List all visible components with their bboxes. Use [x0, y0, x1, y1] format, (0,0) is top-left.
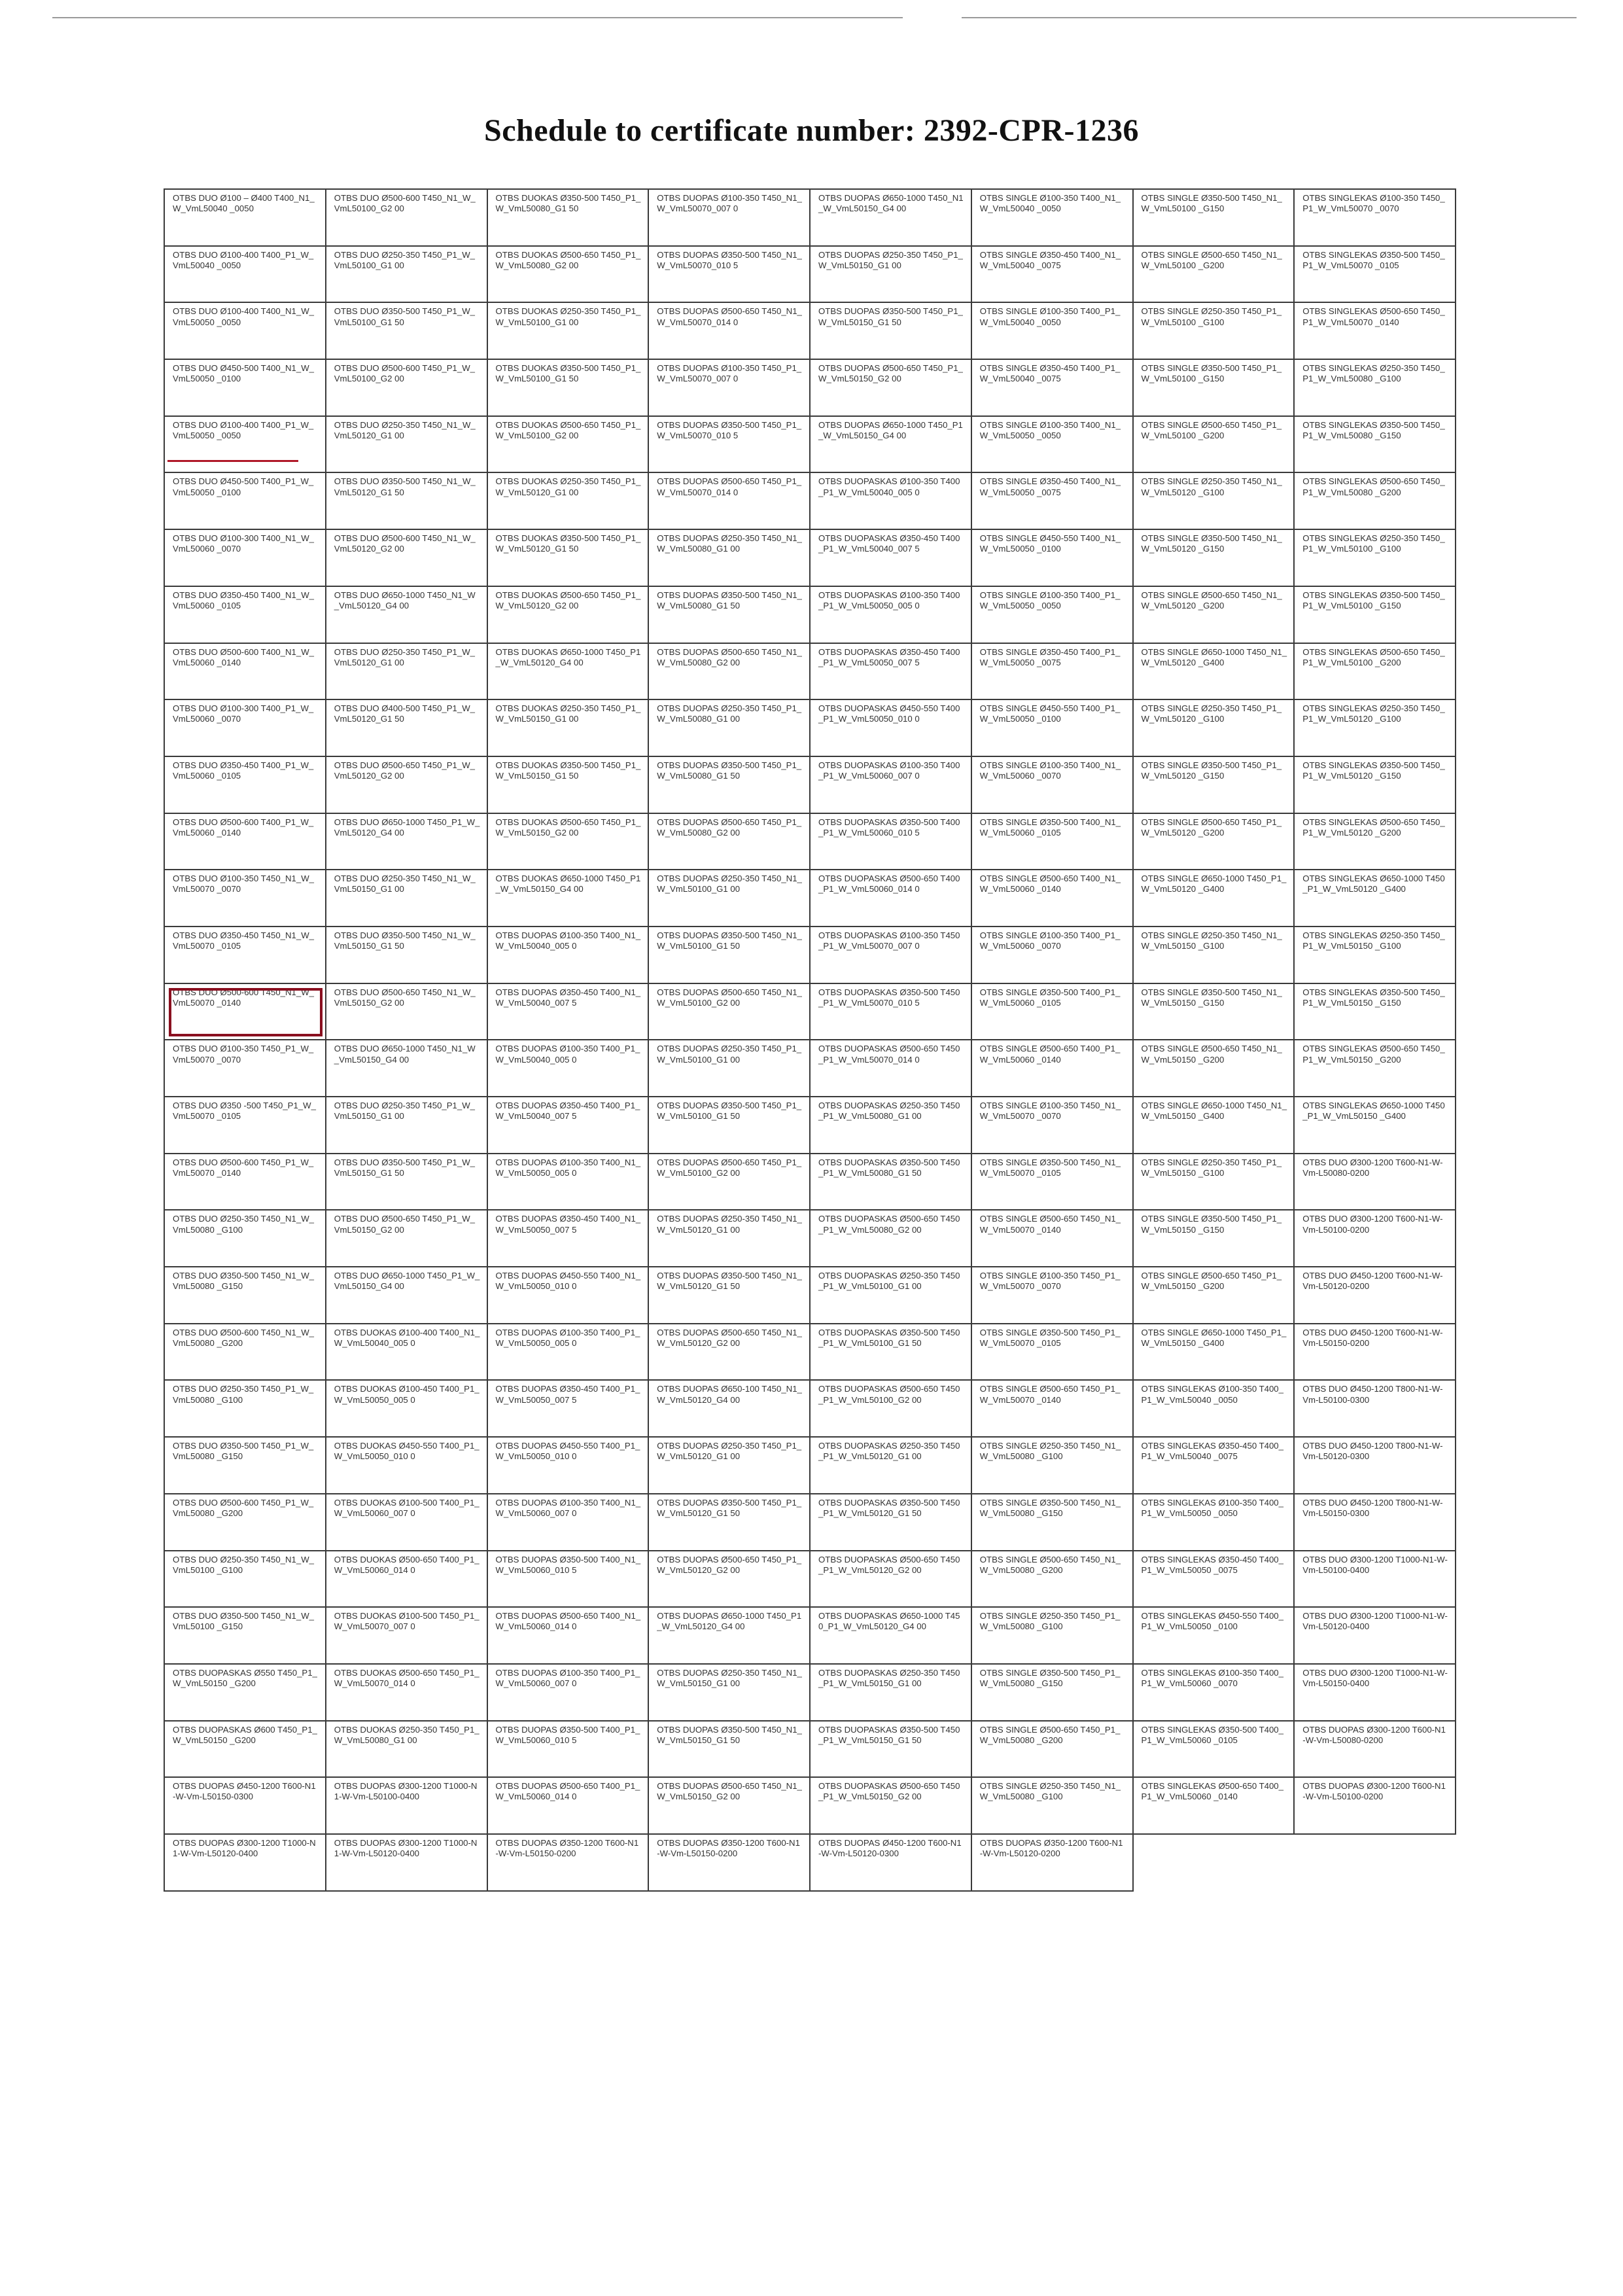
- table-cell: OTBS DUOPAS Ø100-350 T450_N1_W_VmL50070_007 0: [649, 190, 811, 247]
- table-cell: OTBS DUOPASKAS Ø500-650 T450_P1_W_VmL50150_G2 00: [811, 1778, 972, 1835]
- table-cell: OTBS DUO Ø500-600 T450_P1_W_VmL50070 _0140: [165, 1154, 326, 1211]
- table-cell: OTBS DUOKAS Ø100-500 T450_P1_W_VmL50070_007 0: [326, 1608, 488, 1665]
- table-cell: OTBS DUO Ø350 -500 T450_P1_W_VmL50070 _0105: [165, 1097, 326, 1154]
- table-cell: OTBS SINGLEKAS Ø350-500 T400_P1_W_VmL50060 _0105: [1134, 1722, 1295, 1778]
- table-cell: OTBS DUOPAS Ø350-450 T400_N1_W_VmL50050_007 5: [488, 1210, 650, 1267]
- table-cell: OTBS DUOKAS Ø100-450 T400_P1_W_VmL50050_005 0: [326, 1381, 488, 1438]
- table-cell: OTBS DUO Ø250-350 T450_N1_W_VmL50080 _G100: [165, 1210, 326, 1267]
- table-cell: OTBS DUO Ø350-500 T450_N1_W_VmL50100 _G150: [165, 1608, 326, 1665]
- table-cell: OTBS DUO Ø350-450 T400_N1_W_VmL50060 _0105: [165, 587, 326, 644]
- table-cell: OTBS SINGLE Ø350-450 T400_P1_W_VmL50040 _0075: [972, 360, 1134, 417]
- table-cell: OTBS SINGLEKAS Ø350-500 T450_P1_W_VmL50080 _G150: [1295, 417, 1456, 474]
- table-cell: OTBS SINGLE Ø350-500 T450_P1_W_VmL50080 _G150: [972, 1665, 1134, 1722]
- table-cell: OTBS SINGLE Ø250-350 T450_P1_W_VmL50100 _G100: [1134, 303, 1295, 360]
- table-cell: OTBS DUOPAS Ø350-500 T450_N1_W_VmL50150_G1 50: [649, 1722, 811, 1778]
- table-cell: OTBS DUOKAS Ø650-1000 T450_P1_W_VmL50120_G4 00: [488, 644, 650, 701]
- table-cell: OTBS SINGLE Ø250-350 T450_P1_W_VmL50080 _G100: [972, 1608, 1134, 1665]
- table-cell: OTBS DUOPAS Ø250-350 T450_P1_W_VmL50150_G1 00: [811, 247, 972, 304]
- table-cell: OTBS DUO Ø500-600 T400_N1_W_VmL50060 _0140: [165, 644, 326, 701]
- table-cell: OTBS DUOPAS Ø500-650 T450_P1_W_VmL50100_G2 00: [649, 1154, 811, 1211]
- table-cell: OTBS DUO Ø650-1000 T450_P1_W_VmL50120_G4 00: [326, 814, 488, 871]
- table-cell: OTBS DUOKAS Ø250-350 T450_P1_W_VmL50100_G1 00: [488, 303, 650, 360]
- table-cell: OTBS DUOPAS Ø500-650 T400_N1_W_VmL50060_014 0: [488, 1608, 650, 1665]
- table-cell: OTBS DUOPAS Ø500-650 T450_P1_W_VmL50080_G2 00: [649, 814, 811, 871]
- table-cell: OTBS SINGLEKAS Ø100-350 T400_P1_W_VmL50060 _0070: [1134, 1665, 1295, 1722]
- table-cell: OTBS DUOPAS Ø300-1200 T1000-N1-W-Vm-L50120-0400: [165, 1835, 326, 1892]
- table-cell: OTBS SINGLE Ø500-650 T450_P1_W_VmL50150 _G200: [1134, 1267, 1295, 1324]
- table-cell: OTBS DUO Ø100-300 T400_N1_W_VmL50060 _0070: [165, 530, 326, 587]
- table-cell: OTBS DUOPAS Ø250-350 T450_P1_W_VmL50100_G1 00: [649, 1040, 811, 1097]
- table-cell: OTBS DUOPAS Ø250-350 T450_N1_W_VmL50120_G1 00: [649, 1210, 811, 1267]
- table-cell: OTBS DUOPAS Ø350-1200 T600-N1-W-Vm-L50150-0200: [649, 1835, 811, 1892]
- table-cell: OTBS DUOPASKAS Ø350-500 T450_P1_W_VmL50070_010 5: [811, 984, 972, 1041]
- table-cell: OTBS DUOKAS Ø500-650 T450_P1_W_VmL50080_G2 00: [488, 247, 650, 304]
- table-cell: OTBS DUO Ø250-350 T450_N1_W_VmL50150_G1 00: [326, 870, 488, 927]
- table-cell: OTBS DUOPASKAS Ø650-1000 T450_P1_W_VmL50120_G4 00: [811, 1608, 972, 1665]
- table-cell: OTBS DUOPASKAS Ø350-500 T450_P1_W_VmL50100_G1 50: [811, 1324, 972, 1381]
- table-cell: OTBS DUO Ø450-1200 T600-N1-W-Vm-L50150-0200: [1295, 1324, 1456, 1381]
- table-cell: OTBS SINGLE Ø500-650 T450_N1_W_VmL50150 _G200: [1134, 1040, 1295, 1097]
- table-cell: OTBS SINGLEKAS Ø350-500 T450_P1_W_VmL50070 _0105: [1295, 247, 1456, 304]
- table-cell: OTBS DUO Ø450-1200 T600-N1-W-Vm-L50120-0200: [1295, 1267, 1456, 1324]
- table-cell: OTBS DUOPAS Ø350-450 T400_P1_W_VmL50050_007 5: [488, 1381, 650, 1438]
- table-cell: OTBS DUO Ø350-500 T450_N1_W_VmL50080 _G150: [165, 1267, 326, 1324]
- table-cell: OTBS SINGLEKAS Ø500-650 T450_P1_W_VmL50080 _G200: [1295, 473, 1456, 530]
- table-cell: OTBS SINGLEKAS Ø350-500 T450_P1_W_VmL50120 _G150: [1295, 757, 1456, 814]
- table-cell: OTBS DUOPAS Ø350-1200 T600-N1-W-Vm-L50120-0200: [972, 1835, 1134, 1892]
- table-cell: OTBS DUO Ø300-1200 T1000-N1-W-Vm-L50100-0400: [1295, 1551, 1456, 1608]
- table-cell: OTBS SINGLEKAS Ø350-450 T400_P1_W_VmL50040 _0075: [1134, 1438, 1295, 1494]
- table-cell: OTBS DUOKAS Ø500-650 T450_P1_W_VmL50150_G2 00: [488, 814, 650, 871]
- table-cell: OTBS DUOPAS Ø500-650 T450_N1_W_VmL50120_G2 00: [649, 1324, 811, 1381]
- table-cell: OTBS SINGLE Ø250-350 T450_P1_W_VmL50120 _G100: [1134, 700, 1295, 757]
- table-cell: OTBS DUOKAS Ø350-500 T450_P1_W_VmL50100_G1 50: [488, 360, 650, 417]
- table-cell: OTBS DUOPASKAS Ø350-500 T450_P1_W_VmL50080_G1 50: [811, 1154, 972, 1211]
- table-cell: OTBS DUOKAS Ø250-350 T450_P1_W_VmL50080_G1 00: [326, 1722, 488, 1778]
- table-cell: OTBS SINGLE Ø350-500 T450_N1_W_VmL50120 _G150: [1134, 530, 1295, 587]
- table-cell: OTBS DUO Ø250-350 T450_P1_W_VmL50150_G1 00: [326, 1097, 488, 1154]
- table-cell: OTBS DUOKAS Ø350-500 T450_P1_W_VmL50150_G1 50: [488, 757, 650, 814]
- table-cell: OTBS DUOPAS Ø500-650 T450_N1_W_VmL50070_014 0: [649, 303, 811, 360]
- table-cell: OTBS DUOKAS Ø650-1000 T450_P1_W_VmL50150_G4 00: [488, 870, 650, 927]
- table-cell: OTBS SINGLEKAS Ø350-500 T450_P1_W_VmL50150 _G150: [1295, 984, 1456, 1041]
- table-cell: OTBS DUOPAS Ø650-1000 T450_P1_W_VmL50120_G4 00: [649, 1608, 811, 1665]
- table-cell: OTBS DUOPASKAS Ø600 T450_P1_W_VmL50150 _G200: [165, 1722, 326, 1778]
- table-cell: OTBS SINGLE Ø250-350 T450_N1_W_VmL50080 _G100: [972, 1438, 1134, 1494]
- table-cell: [1134, 1835, 1295, 1892]
- table-cell: OTBS DUOPAS Ø350-500 T450_P1_W_VmL50080_G1 50: [649, 757, 811, 814]
- table-cell: OTBS DUOPAS Ø350-500 T450_N1_W_VmL50070_010 5: [649, 247, 811, 304]
- table-cell: OTBS SINGLE Ø650-1000 T450_N1_W_VmL50150 _G400: [1134, 1097, 1295, 1154]
- table-cell: OTBS DUOPAS Ø350-500 T400_N1_W_VmL50060_010 5: [488, 1551, 650, 1608]
- table-cell: OTBS DUOPAS Ø250-350 T450_N1_W_VmL50100_G1 00: [649, 870, 811, 927]
- table-cell: OTBS DUOPASKAS Ø100-350 T450_P1_W_VmL50070_007 0: [811, 927, 972, 984]
- table-cell: OTBS SINGLEKAS Ø500-650 T400_P1_W_VmL50060 _0140: [1134, 1778, 1295, 1835]
- table-cell: OTBS DUOKAS Ø500-650 T450_P1_W_VmL50120_G2 00: [488, 587, 650, 644]
- table-cell: OTBS DUO Ø250-350 T450_P1_W_VmL50120_G1 00: [326, 644, 488, 701]
- table-cell: OTBS DUO Ø350-500 T450_N1_W_VmL50120_G1 50: [326, 473, 488, 530]
- table-cell: OTBS SINGLE Ø350-500 T450_P1_W_VmL50070 _0105: [972, 1324, 1134, 1381]
- table-cell: OTBS DUO Ø500-600 T450_P1_W_VmL50100_G2 00: [326, 360, 488, 417]
- table-cell: OTBS DUOPAS Ø650-100 T450_N1_W_VmL50120_G4 00: [649, 1381, 811, 1438]
- table-cell: OTBS SINGLE Ø100-350 T450_P1_W_VmL50070 _0070: [972, 1267, 1134, 1324]
- table-cell: OTBS DUOPAS Ø300-1200 T600-N1-W-Vm-L50100-0200: [1295, 1778, 1456, 1835]
- table-cell: OTBS DUOPAS Ø250-350 T450_N1_W_VmL50080_G1 00: [649, 530, 811, 587]
- certificate-schedule-table: [164, 188, 1456, 1892]
- table-cell: OTBS DUO Ø500-600 T400_P1_W_VmL50060 _0140: [165, 814, 326, 871]
- table-cell: OTBS DUOPASKAS Ø350-450 T400_P1_W_VmL50040_007 5: [811, 530, 972, 587]
- table-cell: OTBS DUOPAS Ø650-1000 T450_P1_W_VmL50150_G4 00: [811, 417, 972, 474]
- table-cell: OTBS DUO Ø400-500 T450_P1_W_VmL50120_G1 50: [326, 700, 488, 757]
- table-cell: OTBS SINGLE Ø350-450 T400_N1_W_VmL50050 _0075: [972, 473, 1134, 530]
- table-cell: OTBS DUOKAS Ø250-350 T450_P1_W_VmL50150_G1 00: [488, 700, 650, 757]
- table-cell: OTBS SINGLEKAS Ø100-350 T450_P1_W_VmL50070 _0070: [1295, 190, 1456, 247]
- table-cell: OTBS SINGLE Ø650-1000 T450_P1_W_VmL50150 _G400: [1134, 1324, 1295, 1381]
- table-cell: OTBS SINGLE Ø350-450 T400_P1_W_VmL50050 _0075: [972, 644, 1134, 701]
- table-cell: OTBS DUOPAS Ø100-350 T450_P1_W_VmL50070_007 0: [649, 360, 811, 417]
- table-cell: OTBS DUO Ø100-400 T400_P1_W_VmL50040 _0050: [165, 247, 326, 304]
- table-cell: OTBS DUOPAS Ø250-350 T450_N1_W_VmL50150_G1 00: [649, 1665, 811, 1722]
- table-cell: OTBS DUO Ø450-1200 T800-N1-W-Vm-L50120-0300: [1295, 1438, 1456, 1494]
- table-cell: OTBS DUOPAS Ø350-500 T450_P1_W_VmL50150_G1 50: [811, 303, 972, 360]
- table-cell: OTBS DUO Ø300-1200 T1000-N1-W-Vm-L50120-0400: [1295, 1608, 1456, 1665]
- table-cell: OTBS SINGLEKAS Ø250-350 T450_P1_W_VmL50080 _G100: [1295, 360, 1456, 417]
- table-cell: OTBS DUOPAS Ø300-1200 T1000-N1-W-Vm-L50100-0400: [326, 1778, 488, 1835]
- table-cell: OTBS DUOPASKAS Ø350-500 T450_P1_W_VmL50120_G1 50: [811, 1494, 972, 1551]
- table-cell: OTBS DUO Ø500-650 T450_P1_W_VmL50120_G2 00: [326, 757, 488, 814]
- table-cell: OTBS SINGLEKAS Ø250-350 T450_P1_W_VmL50100 _G100: [1295, 530, 1456, 587]
- table-cell: OTBS SINGLE Ø100-350 T400_N1_W_VmL50060 _0070: [972, 757, 1134, 814]
- table-cell: OTBS DUO Ø100 – Ø400 T400_N1_W_VmL50040 _0050: [165, 190, 326, 247]
- table-cell: OTBS DUOPASKAS Ø500-650 T450_P1_W_VmL50100_G2 00: [811, 1381, 972, 1438]
- table-cell: OTBS DUOPAS Ø350-500 T450_P1_W_VmL50100_G1 50: [649, 1097, 811, 1154]
- table-cell: OTBS DUOKAS Ø100-500 T400_P1_W_VmL50060_007 0: [326, 1494, 488, 1551]
- table-cell: OTBS DUOPASKAS Ø100-350 T400_P1_W_VmL50050_005 0: [811, 587, 972, 644]
- table-cell: OTBS DUOPAS Ø100-350 T400_P1_W_VmL50040_005 0: [488, 1040, 650, 1097]
- table-cell: OTBS DUOPASKAS Ø100-350 T400_P1_W_VmL50040_005 0: [811, 473, 972, 530]
- scan-artifact-line-right: [962, 17, 1577, 18]
- table-cell: OTBS DUOKAS Ø500-650 T450_P1_W_VmL50100_G2 00: [488, 417, 650, 474]
- table-cell: OTBS DUO Ø350-500 T450_P1_W_VmL50080 _G150: [165, 1438, 326, 1494]
- table-cell: OTBS SINGLE Ø500-650 T450_N1_W_VmL50070 _0140: [972, 1210, 1134, 1267]
- table-cell: OTBS DUOPAS Ø500-650 T450_N1_W_VmL50080_G2 00: [649, 644, 811, 701]
- table-cell: OTBS DUO Ø350-500 T450_P1_W_VmL50100_G1 50: [326, 303, 488, 360]
- table-cell: OTBS DUOPAS Ø450-550 T400_N1_W_VmL50050_010 0: [488, 1267, 650, 1324]
- table-cell: OTBS DUO Ø350-450 T400_P1_W_VmL50060 _0105: [165, 757, 326, 814]
- table-cell: OTBS DUOPAS Ø250-350 T450_P1_W_VmL50080_G1 00: [649, 700, 811, 757]
- table-cell: OTBS SINGLE Ø350-500 T450_N1_W_VmL50100 _G150: [1134, 190, 1295, 247]
- table-cell: OTBS DUOPAS Ø300-1200 T1000-N1-W-Vm-L50120-0400: [326, 1835, 488, 1892]
- table-cell: OTBS DUO Ø250-350 T450_P1_W_VmL50100_G1 00: [326, 247, 488, 304]
- table-cell: OTBS SINGLE Ø350-500 T450_N1_W_VmL50070 _0105: [972, 1154, 1134, 1211]
- table-cell: OTBS DUO Ø500-650 T450_N1_W_VmL50150_G2 00: [326, 984, 488, 1041]
- table-cell: OTBS DUOPAS Ø350-500 T450_N1_W_VmL50080_G1 50: [649, 587, 811, 644]
- table-cell: OTBS SINGLEKAS Ø650-1000 T450_P1_W_VmL50120 _G400: [1295, 870, 1456, 927]
- table-cell: OTBS SINGLE Ø500-650 T450_N1_W_VmL50120 _G200: [1134, 587, 1295, 644]
- table-cell: OTBS SINGLE Ø650-1000 T450_N1_W_VmL50120 _G400: [1134, 644, 1295, 701]
- table-cell: OTBS SINGLE Ø350-450 T400_N1_W_VmL50040 _0075: [972, 247, 1134, 304]
- table-cell: OTBS SINGLEKAS Ø500-650 T450_P1_W_VmL50120 _G200: [1295, 814, 1456, 871]
- table-cell: OTBS DUOPAS Ø450-550 T400_P1_W_VmL50050_010 0: [488, 1438, 650, 1494]
- table-cell: OTBS DUOKAS Ø350-500 T450_P1_W_VmL50080_G1 50: [488, 190, 650, 247]
- table-cell: OTBS SINGLEKAS Ø500-650 T450_P1_W_VmL50150 _G200: [1295, 1040, 1456, 1097]
- table-cell: OTBS SINGLE Ø500-650 T400_N1_W_VmL50060 _0140: [972, 870, 1134, 927]
- table-cell: OTBS SINGLE Ø100-350 T400_N1_W_VmL50050 _0050: [972, 417, 1134, 474]
- table-cell: OTBS SINGLEKAS Ø250-350 T450_P1_W_VmL50120 _G100: [1295, 700, 1456, 757]
- table-cell: OTBS DUOPASKAS Ø250-350 T450_P1_W_VmL50150_G1 00: [811, 1665, 972, 1722]
- table-cell: OTBS DUO Ø250-350 T450_N1_W_VmL50100 _G100: [165, 1551, 326, 1608]
- table-cell: OTBS SINGLE Ø250-350 T450_N1_W_VmL50080 _G100: [972, 1778, 1134, 1835]
- table-cell: OTBS DUOPASKAS Ø500-650 T450_P1_W_VmL50120_G2 00: [811, 1551, 972, 1608]
- table-cell: OTBS DUO Ø500-600 T450_N1_W_VmL50100_G2 00: [326, 190, 488, 247]
- table-cell: OTBS DUO Ø300-1200 T600-N1-W-Vm-L50080-0200: [1295, 1154, 1456, 1211]
- table-cell: OTBS DUOKAS Ø500-650 T400_P1_W_VmL50060_014 0: [326, 1551, 488, 1608]
- table-cell: OTBS DUOPAS Ø350-500 T450_P1_W_VmL50120_G1 50: [649, 1494, 811, 1551]
- table-cell: OTBS DUOPASKAS Ø100-350 T400_P1_W_VmL50060_007 0: [811, 757, 972, 814]
- table-cell: OTBS DUO Ø100-350 T450_N1_W_VmL50070 _0070: [165, 870, 326, 927]
- table-cell: OTBS SINGLE Ø450-550 T400_N1_W_VmL50050 _0100: [972, 530, 1134, 587]
- table-cell: OTBS DUOPAS Ø100-350 T400_N1_W_VmL50060_007 0: [488, 1494, 650, 1551]
- table-cell: OTBS SINGLE Ø250-350 T450_N1_W_VmL50120 _G100: [1134, 473, 1295, 530]
- table-cell: OTBS DUO Ø500-600 T450_N1_W_VmL50120_G2 00: [326, 530, 488, 587]
- table-cell: OTBS SINGLE Ø100-350 T450_N1_W_VmL50070 _0070: [972, 1097, 1134, 1154]
- table-cell: OTBS DUO Ø100-400 T400_P1_W_VmL50050 _0050: [165, 417, 326, 474]
- table-cell: OTBS DUO Ø250-350 T450_N1_W_VmL50120_G1 00: [326, 417, 488, 474]
- scan-artifact-line-left: [52, 17, 903, 18]
- table-cell: OTBS DUOPAS Ø500-650 T450_P1_W_VmL50150_G2 00: [811, 360, 972, 417]
- table-cell: OTBS DUO Ø650-1000 T450_N1_W_VmL50150_G4 00: [326, 1040, 488, 1097]
- table-cell: OTBS SINGLE Ø500-650 T450_N1_W_VmL50100 _G200: [1134, 247, 1295, 304]
- table-cell: OTBS DUOPAS Ø350-450 T400_P1_W_VmL50040_007 5: [488, 1097, 650, 1154]
- table-cell: OTBS DUO Ø500-600 T450_P1_W_VmL50080 _G200: [165, 1494, 326, 1551]
- table-cell: OTBS DUO Ø500-600 T450_N1_W_VmL50080 _G200: [165, 1324, 326, 1381]
- table-cell: OTBS DUOPAS Ø350-450 T400_N1_W_VmL50040_007 5: [488, 984, 650, 1041]
- table-cell: OTBS DUOPAS Ø350-500 T400_P1_W_VmL50060_010 5: [488, 1722, 650, 1778]
- table-cell: OTBS SINGLEKAS Ø100-350 T400_P1_W_VmL50050 _0050: [1134, 1494, 1295, 1551]
- table-cell: OTBS DUOPAS Ø450-1200 T600-N1-W-Vm-L50150-0300: [165, 1778, 326, 1835]
- table-cell: OTBS DUOPASKAS Ø250-350 T450_P1_W_VmL50100_G1 00: [811, 1267, 972, 1324]
- table-cell: OTBS SINGLE Ø100-350 T400_P1_W_VmL50040 _0050: [972, 303, 1134, 360]
- table-cell-highlighted: OTBS DUO Ø500-600 T450_N1_W_VmL50070 _0140: [165, 984, 326, 1041]
- table-cell: OTBS DUO Ø100-300 T400_P1_W_VmL50060 _0070: [165, 700, 326, 757]
- table-cell: OTBS DUOPASKAS Ø250-350 T450_P1_W_VmL50080_G1 00: [811, 1097, 972, 1154]
- table-cell: OTBS DUOPAS Ø350-500 T450_N1_W_VmL50100_G1 50: [649, 927, 811, 984]
- table-cell: OTBS DUOPAS Ø350-500 T450_P1_W_VmL50070_010 5: [649, 417, 811, 474]
- table-cell: OTBS DUO Ø250-350 T450_P1_W_VmL50080 _G100: [165, 1381, 326, 1438]
- table-cell: OTBS DUOKAS Ø450-550 T400_P1_W_VmL50050_010 0: [326, 1438, 488, 1494]
- table-cell: OTBS SINGLE Ø350-500 T450_N1_W_VmL50080 _G150: [972, 1494, 1134, 1551]
- table-cell: OTBS DUO Ø100-350 T450_P1_W_VmL50070 _0070: [165, 1040, 326, 1097]
- table-cell: OTBS DUO Ø300-1200 T600-N1-W-Vm-L50100-0200: [1295, 1210, 1456, 1267]
- table-cell: OTBS DUO Ø450-500 T400_N1_W_VmL50050 _0100: [165, 360, 326, 417]
- table-cell: OTBS SINGLE Ø250-350 T450_N1_W_VmL50150 _G100: [1134, 927, 1295, 984]
- table-cell: OTBS DUO Ø450-500 T400_P1_W_VmL50050 _0100: [165, 473, 326, 530]
- table-cell: OTBS SINGLEKAS Ø350-500 T450_P1_W_VmL50100 _G150: [1295, 587, 1456, 644]
- table-cell: OTBS DUO Ø650-1000 T450_N1_W_VmL50120_G4 00: [326, 587, 488, 644]
- table-cell: OTBS DUOPASKAS Ø350-450 T400_P1_W_VmL50050_007 5: [811, 644, 972, 701]
- table-cell: OTBS DUOPAS Ø650-1000 T450_N1_W_VmL50150_G4 00: [811, 190, 972, 247]
- table-cell: OTBS DUO Ø450-1200 T800-N1-W-Vm-L50150-0300: [1295, 1494, 1456, 1551]
- table-cell: OTBS SINGLEKAS Ø650-1000 T450_P1_W_VmL50150 _G400: [1295, 1097, 1456, 1154]
- table-cell: OTBS SINGLE Ø250-350 T450_P1_W_VmL50150 _G100: [1134, 1154, 1295, 1211]
- table-cell: OTBS DUO Ø650-1000 T450_P1_W_VmL50150_G4 00: [326, 1267, 488, 1324]
- table-cell: OTBS DUOPASKAS Ø350-500 T400_P1_W_VmL50060_010 5: [811, 814, 972, 871]
- table-cell: OTBS DUOPAS Ø100-350 T400_P1_W_VmL50050_005 0: [488, 1324, 650, 1381]
- table-cell: OTBS DUOPASKAS Ø500-650 T450_P1_W_VmL50070_014 0: [811, 1040, 972, 1097]
- table-cell: OTBS SINGLEKAS Ø350-450 T400_P1_W_VmL50050 _0075: [1134, 1551, 1295, 1608]
- table-cell: OTBS SINGLE Ø350-500 T450_P1_W_VmL50150 _G150: [1134, 1210, 1295, 1267]
- table-cell: OTBS DUO Ø500-650 T450_P1_W_VmL50150_G2 00: [326, 1210, 488, 1267]
- table-cell: OTBS SINGLEKAS Ø500-650 T450_P1_W_VmL50100 _G200: [1295, 644, 1456, 701]
- table-cell: OTBS DUO Ø350-500 T450_P1_W_VmL50150_G1 50: [326, 1154, 488, 1211]
- table-cell: OTBS SINGLE Ø350-500 T450_P1_W_VmL50100 _G150: [1134, 360, 1295, 417]
- table-cell: OTBS DUOPASKAS Ø500-650 T400_P1_W_VmL50060_014 0: [811, 870, 972, 927]
- table-cell: OTBS SINGLE Ø500-650 T450_P1_W_VmL50120 _G200: [1134, 814, 1295, 871]
- table-cell: OTBS SINGLE Ø450-550 T400_P1_W_VmL50050 _0100: [972, 700, 1134, 757]
- table-cell: OTBS DUOPASKAS Ø250-350 T450_P1_W_VmL50120_G1 00: [811, 1438, 972, 1494]
- table-cell: OTBS DUOPAS Ø500-650 T450_P1_W_VmL50070_014 0: [649, 473, 811, 530]
- table-cell: OTBS DUOPAS Ø250-350 T450_P1_W_VmL50120_G1 00: [649, 1438, 811, 1494]
- document-title: Schedule to certificate number: 2392-CPR-1236: [484, 113, 1139, 148]
- table-cell: OTBS DUOKAS Ø350-500 T450_P1_W_VmL50120_G1 50: [488, 530, 650, 587]
- table-cell: OTBS DUOPAS Ø350-1200 T600-N1-W-Vm-L50150-0200: [488, 1835, 650, 1892]
- table-cell: OTBS DUOPAS Ø450-1200 T600-N1-W-Vm-L50120-0300: [811, 1835, 972, 1892]
- table-cell: OTBS DUOKAS Ø250-350 T450_P1_W_VmL50120_G1 00: [488, 473, 650, 530]
- table-cell: OTBS DUOPAS Ø500-650 T450_N1_W_VmL50150_G2 00: [649, 1778, 811, 1835]
- table-cell: OTBS DUO Ø450-1200 T800-N1-W-Vm-L50100-0300: [1295, 1381, 1456, 1438]
- table-cell: OTBS SINGLE Ø500-650 T450_P1_W_VmL50070 _0140: [972, 1381, 1134, 1438]
- table-cell: OTBS DUO Ø350-450 T450_N1_W_VmL50070 _0105: [165, 927, 326, 984]
- table-cell: OTBS SINGLE Ø350-500 T450_N1_W_VmL50150 _G150: [1134, 984, 1295, 1041]
- table-cell: OTBS SINGLE Ø100-350 T400_P1_W_VmL50050 _0050: [972, 587, 1134, 644]
- table-cell: OTBS SINGLE Ø350-500 T450_P1_W_VmL50120 _G150: [1134, 757, 1295, 814]
- table-cell: OTBS SINGLE Ø500-650 T450_P1_W_VmL50100 _G200: [1134, 417, 1295, 474]
- table-cell: OTBS DUOPAS Ø350-500 T450_N1_W_VmL50120_G1 50: [649, 1267, 811, 1324]
- table-cell: OTBS SINGLE Ø350-500 T400_P1_W_VmL50060 _0105: [972, 984, 1134, 1041]
- table-cell: OTBS SINGLEKAS Ø100-350 T400_P1_W_VmL50040 _0050: [1134, 1381, 1295, 1438]
- table-cell: OTBS DUOKAS Ø100-400 T400_N1_W_VmL50040_005 0: [326, 1324, 488, 1381]
- table-cell: OTBS DUOPAS Ø500-650 T400_P1_W_VmL50060_014 0: [488, 1778, 650, 1835]
- table-cell: OTBS DUOPAS Ø100-350 T400_P1_W_VmL50060_007 0: [488, 1665, 650, 1722]
- table-cell: OTBS DUO Ø100-400 T400_N1_W_VmL50050 _0050: [165, 303, 326, 360]
- table-cell: OTBS SINGLE Ø350-500 T400_N1_W_VmL50060 _0105: [972, 814, 1134, 871]
- table-cell: OTBS SINGLEKAS Ø250-350 T450_P1_W_VmL50150 _G100: [1295, 927, 1456, 984]
- table-cell: OTBS SINGLEKAS Ø500-650 T450_P1_W_VmL50070 _0140: [1295, 303, 1456, 360]
- table-cell: OTBS SINGLE Ø500-650 T450_N1_W_VmL50080 _G200: [972, 1551, 1134, 1608]
- table-cell: OTBS DUOPAS Ø500-650 T450_N1_W_VmL50100_G2 00: [649, 984, 811, 1041]
- table-cell: OTBS SINGLE Ø650-1000 T450_P1_W_VmL50120 _G400: [1134, 870, 1295, 927]
- table-cell: OTBS DUOKAS Ø500-650 T450_P1_W_VmL50070_014 0: [326, 1665, 488, 1722]
- table-cell: OTBS DUOPAS Ø300-1200 T600-N1-W-Vm-L50080-0200: [1295, 1722, 1456, 1778]
- table-cell: OTBS DUOPASKAS Ø350-500 T450_P1_W_VmL50150_G1 50: [811, 1722, 972, 1778]
- table-cell: OTBS DUOPAS Ø500-650 T450_P1_W_VmL50120_G2 00: [649, 1551, 811, 1608]
- table-cell: [1295, 1835, 1456, 1892]
- table-cell: OTBS DUOPASKAS Ø550 T450_P1_W_VmL50150 _G200: [165, 1665, 326, 1722]
- table-cell: OTBS SINGLE Ø100-350 T400_N1_W_VmL50040 _0050: [972, 190, 1134, 247]
- table-cell: OTBS DUOPASKAS Ø500-650 T450_P1_W_VmL50080_G2 00: [811, 1210, 972, 1267]
- table-cell: OTBS SINGLEKAS Ø450-550 T400_P1_W_VmL50050 _0100: [1134, 1608, 1295, 1665]
- table-cell: OTBS DUO Ø300-1200 T1000-N1-W-Vm-L50150-0400: [1295, 1665, 1456, 1722]
- table-cell: OTBS SINGLE Ø500-650 T450_P1_W_VmL50080 _G200: [972, 1722, 1134, 1778]
- table-cell: OTBS DUOPAS Ø100-350 T400_N1_W_VmL50040_005 0: [488, 927, 650, 984]
- table-cell: OTBS DUO Ø350-500 T450_N1_W_VmL50150_G1 50: [326, 927, 488, 984]
- table-cell: OTBS SINGLE Ø100-350 T400_P1_W_VmL50060 _0070: [972, 927, 1134, 984]
- table-cell: OTBS SINGLE Ø500-650 T400_P1_W_VmL50060 _0140: [972, 1040, 1134, 1097]
- red-pen-mark: [167, 460, 298, 462]
- table-cell: OTBS DUOPASKAS Ø450-550 T400_P1_W_VmL50050_010 0: [811, 700, 972, 757]
- table-cell: OTBS DUOPAS Ø100-350 T400_N1_W_VmL50050_005 0: [488, 1154, 650, 1211]
